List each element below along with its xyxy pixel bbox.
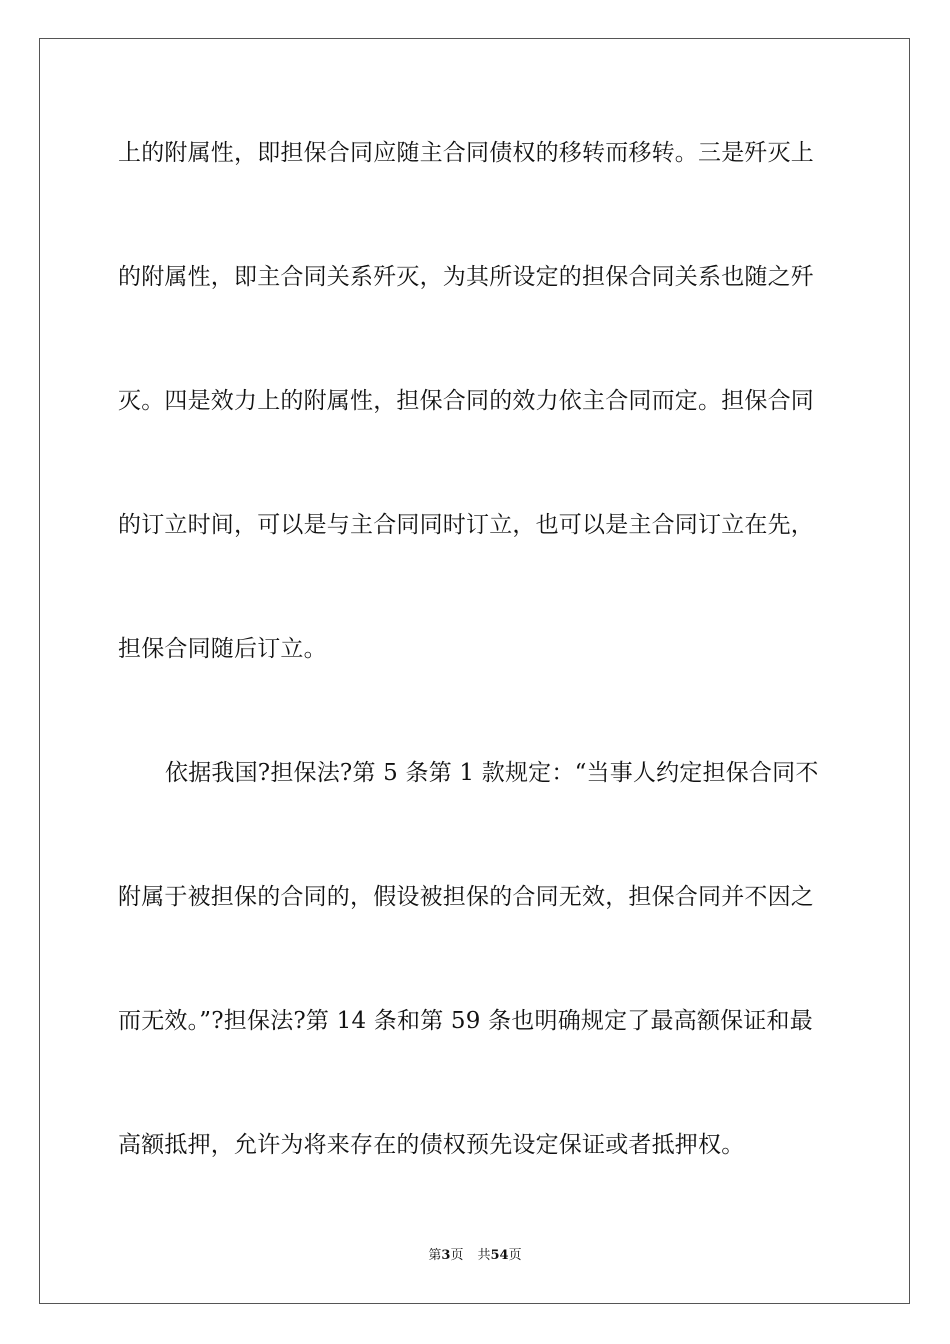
- paragraph-line: 担保合同随后订立。: [118, 636, 327, 662]
- paragraph-line: 的附属性，即主合同关系歼灭，为其所设定的担保合同关系也随之歼: [118, 264, 814, 290]
- paragraph-line: 而无效。”?担保法?第 14 条和第 59 条也明确规定了最高额保证和最: [118, 1008, 813, 1034]
- page-suffix: 页: [450, 1248, 464, 1263]
- total-suffix: 页: [508, 1248, 522, 1263]
- paragraph-line: 上的附属性，即担保合同应随主合同债权的移转而移转。三是歼灭上: [118, 140, 814, 166]
- paragraph-line-indented: 依据我国?担保法?第 5 条第 1 款规定：“当事人约定担保合同不: [165, 760, 819, 786]
- paragraph-line: 附属于被担保的合同的，假设被担保的合同无效，担保合同并不因之: [118, 884, 814, 910]
- paragraph-line: 灭。四是效力上的附属性，担保合同的效力依主合同而定。担保合同: [118, 388, 814, 414]
- total-prefix: 共: [477, 1248, 491, 1263]
- paragraph-line: 高额抵押，允许为将来存在的债权预先设定保证或者抵押权。: [118, 1132, 745, 1158]
- page-prefix: 第: [428, 1248, 442, 1263]
- page-border: [39, 38, 910, 1304]
- page-number: 3: [441, 1248, 451, 1263]
- total-pages: 54: [490, 1248, 509, 1263]
- paragraph-line: 的订立时间，可以是与主合同同时订立，也可以是主合同订立在先，: [118, 512, 814, 538]
- page-footer: [0, 1248, 950, 1264]
